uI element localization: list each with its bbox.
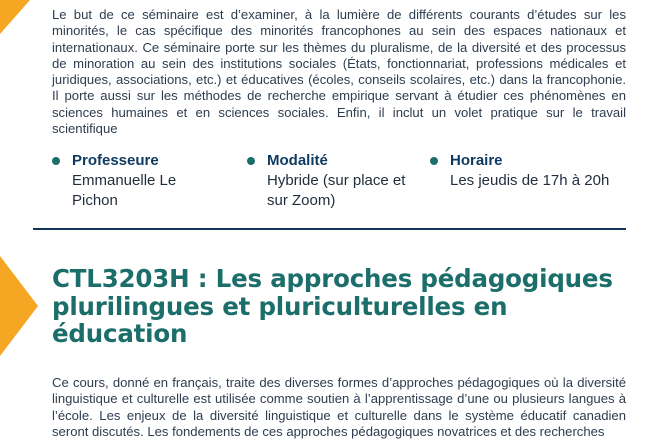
orange-corner-accent — [0, 0, 30, 34]
info-title: Modalité — [267, 152, 328, 169]
bullet-icon — [52, 157, 60, 165]
info-title: Horaire — [450, 152, 503, 169]
orange-triangle-accent — [0, 256, 38, 356]
info-value: Les jeudis de 17h à 20h — [450, 172, 610, 189]
info-title: Professeure — [72, 152, 159, 169]
bullet-icon — [430, 157, 438, 165]
section-divider — [33, 228, 626, 230]
info-modality — [247, 151, 407, 211]
info-professor — [52, 151, 192, 211]
seminar-description: Le but de ce séminaire est d’examiner, à la lumière de différents courants d’études sur les minorités, le cas spécifique des minorités francophones au sein des espaces nationaux et internationaux. Ce séminaire porte sur les thèmes du pluralisme, de la diversité et des processus de minoration au sein des institutions sociales (États, fonctionnariat, professions médicales et juridiques, associations, etc.) et éducatives (écoles, conseils scolaires, etc.) dans la francophonie. Il porte aussi sur les méthodes de recherche empirique servant à étudier ces phénomènes en sciences humaines et en sciences sociales. Enfin, il inclut un volet pratique sur le travail scientifique — [52, 7, 626, 137]
info-value: Emmanuelle Le Pichon — [72, 172, 177, 209]
course-title: CTL3203H : Les approches pédagogiques plurilingues et pluriculturelles en éducation — [52, 264, 613, 348]
course-description: Ce cours, donné en français, traite des diverses formes d’approches pédagogiques où la diversité linguistique et culturelle est utilisée comme soutien à l’apprentissage d’une ou plusieurs langues à l’école. Les enjeux de la diversité linguistique et culturelle dans le système éducatif canadien seront discutés. Les fondements de ces approches pédagogiques novatrices et des recherches — [52, 375, 626, 439]
info-value: Hybride (sur place et sur Zoom) — [267, 172, 406, 209]
course-info-row — [52, 151, 626, 213]
bullet-icon — [247, 157, 255, 165]
info-schedule — [430, 151, 620, 191]
